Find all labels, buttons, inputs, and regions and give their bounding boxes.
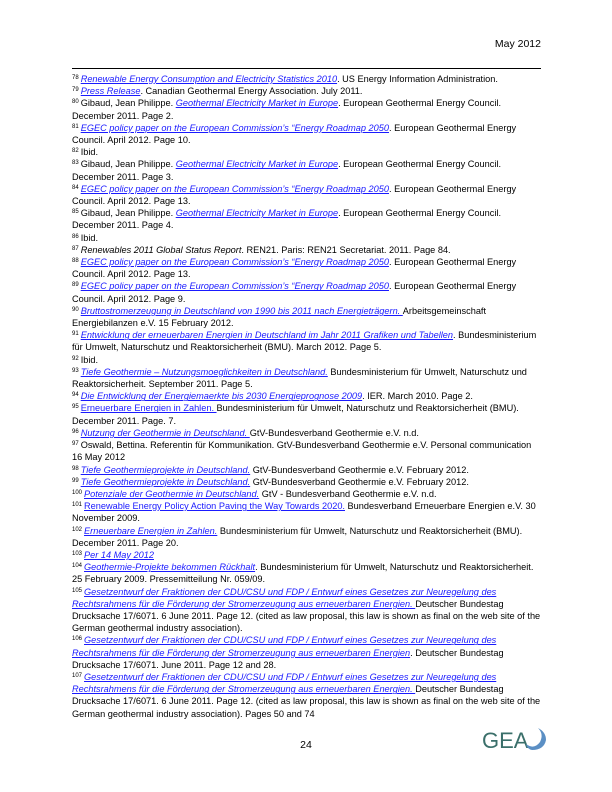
footnote-number: 90 [72, 306, 79, 313]
footnote-number: 93 [72, 367, 79, 374]
footnote-94 [72, 390, 544, 402]
footnote-text: . European Geothermal Energy Council. December 2011. Page 4. [72, 208, 501, 231]
footnote-text: GtV-Bundesverband Geothermie e.V. February 2012. [250, 476, 469, 487]
footnote-number: 88 [72, 258, 79, 265]
footnote-text: . European Geothermal Energy Council. April 2012. Page 10. [72, 122, 517, 146]
footnote-99 [72, 476, 544, 488]
footnote-text: GtV-Bundesverband Geothermie e.V. February 2012. [250, 464, 469, 475]
footnote-number: 95 [72, 404, 79, 411]
footnote-link[interactable]: Renewable Energy Consumption and Electricity Statistics 2010 [80, 74, 338, 84]
footnote-link[interactable]: Renewable Energy Policy Action Paving the Way Towards 2020. [84, 501, 345, 512]
footnote-number: 87 [72, 245, 79, 252]
footnote-number: 80 [72, 99, 79, 106]
footnote-separator [72, 68, 541, 69]
footnote-78 [72, 73, 544, 85]
footnote-97 [72, 439, 544, 463]
footnote-number: 104 [72, 563, 83, 570]
footnote-number: 100 [72, 489, 83, 496]
footnote-text: . European Geothermal Energy Council. April 2012. Page 13. [72, 257, 517, 280]
footnote-link[interactable]: Geothermal Electricity Market in Europe [175, 208, 339, 219]
footnote-91 [72, 329, 544, 353]
footnote-link[interactable]: Tiefe Geothermie – Nutzungsmoeglichkeiten in Deutschland. [80, 366, 328, 377]
footnote-link[interactable]: Gesetzentwurf der Fraktionen der CDU/CSU und FDP / Entwurf eines Gesetzes zur Neuregelung des Rechtsrahmens für die Förderung der Stromerzeugung aus erneuerbaren Energien. [72, 586, 497, 609]
footnote-105 [72, 586, 544, 635]
footnote-link[interactable]: Geothermal Electricity Market in Europe [175, 98, 339, 109]
footnote-87 [72, 244, 544, 256]
footnote-number: 82 [72, 148, 79, 155]
footnote-link[interactable]: Per 14 May 2012 [84, 549, 154, 560]
footnote-text: Arbeitsgemeinschaft Energiebilanzen e.V. 15 February 2012. [72, 305, 487, 329]
footnote-text: . Canadian Geothermal Energy Association. July 2011. [140, 86, 363, 97]
footnote-author: Gibaud, Jean Philippe. [80, 159, 176, 170]
footnote-81 [72, 122, 544, 146]
footnote-link[interactable]: Nutzung der Geothermie in Deutschland. [80, 427, 250, 438]
footnote-link[interactable]: Geothermal Electricity Market in Europe [175, 159, 339, 170]
footnote-link[interactable]: Entwicklung der erneuerbaren Energien in Deutschland im Jahr 2011 Grafiken und Tabellen [80, 330, 454, 341]
footnote-number: 106 [72, 636, 83, 643]
footnote-text: . REN21. Paris: REN21 Secretariat. 2011. Page 84. [241, 244, 451, 255]
footnote-link[interactable]: Gesetzentwurf der Fraktionen der CDU/CSU und FDP / Entwurf eines Gesetzes zur Neuregelung des Rechtsrahmens für die Förderung der Stromerzeugung aus erneuerbaren Energien [72, 635, 497, 658]
footnote-number: 92 [72, 355, 79, 362]
footnote-number: 105 [72, 587, 83, 594]
footnote-link[interactable]: Potenziale der Geothermie in Deutschland. [84, 488, 260, 499]
footnote-link[interactable]: EGEC policy paper on the European Commission’s “Energy Roadmap 2050 [80, 281, 389, 292]
footnote-link[interactable]: Tiefe Geothermieprojekte in Deutschland. [80, 464, 251, 475]
footnote-number: 107 [72, 672, 83, 679]
footnote-number: 79 [72, 87, 79, 94]
footnote-89 [72, 280, 544, 304]
footnote-text: Ibid. [80, 232, 99, 243]
footnote-number: 103 [72, 550, 83, 557]
footnote-107 [72, 671, 544, 720]
footnote-number: 94 [72, 392, 79, 399]
footnote-author: Gibaud, Jean Philippe. [80, 208, 176, 219]
footnote-92 [72, 354, 544, 366]
footnote-text: Deutscher Bundestag Drucksache 17/6071. 6 June 2011. Page 12. (cited as law proposal, this law is shown as final on the web site of the German geothermal industry association). Pages 50 and 74 [72, 684, 541, 719]
footnote-number: 86 [72, 233, 79, 240]
footnote-96 [72, 427, 544, 439]
footnote-text: Oswald, Bettina. Referentin für Kommunikation. GtV-Bundesverband Geothermie e.V. Personal communication 16 May 2012 [72, 440, 532, 463]
footnote-number: 84 [72, 184, 79, 191]
footnote-83 [72, 158, 544, 182]
gea-logo [480, 724, 548, 752]
footnote-82 [72, 146, 544, 158]
footnote-text: Bundesministerium für Umwelt, Naturschutz und Reaktorsicherheit (BMU). December 2011. Page. 7. [72, 403, 519, 426]
footnote-number: 83 [72, 160, 79, 167]
footnote-text: GtV - Bundesverband Geothermie e.V. n.d. [259, 488, 437, 499]
footnote-text: . US Energy Information Administration. [337, 74, 498, 84]
footnote-84 [72, 183, 544, 207]
footnotes-list [72, 73, 544, 720]
svg-text:GEA: GEA [482, 728, 529, 752]
footnote-number: 78 [72, 75, 79, 81]
footnote-number: 101 [72, 502, 83, 509]
footnote-number: 98 [72, 465, 79, 472]
footnote-80 [72, 97, 544, 121]
footnote-text: Bundesministerium für Umwelt, Naturschutz und Reaktorsicherheit. September 2011. Page 5. [72, 366, 527, 390]
footnote-link[interactable]: EGEC policy paper on the European Commission’s “Energy Roadmap 2050 [80, 122, 389, 133]
footnote-text: . European Geothermal Energy Council. April 2012. Page 9. [72, 281, 517, 304]
footnote-link[interactable]: Erneuerbare Energien in Zahlen. [80, 403, 217, 414]
footnote-link[interactable]: Erneuerbare Energien in Zahlen. [84, 525, 218, 536]
footnote-number: 102 [72, 526, 83, 533]
footnote-text: . European Geothermal Energy Council. December 2011. Page 2. [72, 98, 501, 121]
footnote-text: . European Geothermal Energy Council. December 2011. Page 3. [72, 159, 501, 182]
footnote-number: 85 [72, 209, 79, 216]
footnote-number: 91 [72, 331, 79, 338]
footnote-85 [72, 207, 544, 231]
page-number: 24 [300, 739, 312, 751]
footnote-text: . Bundesministerium für Umwelt, Naturschutz und Reaktorsicherheit (BMU). March 2012. Page 5. [72, 330, 537, 353]
footnote-number: 97 [72, 441, 79, 448]
footnote-text: Bundesministerium für Umwelt, Naturschutz und Reaktorsicherheit (BMU). December 2011. Page 20. [72, 525, 523, 548]
footnote-text: Ibid. [80, 147, 99, 158]
footnote-number: 81 [72, 123, 79, 130]
footnote-link[interactable]: Press Release [80, 86, 141, 97]
footnote-text: Deutscher Bundestag Drucksache 17/6071. 6 June 2011. Page 12. (cited as law proposal, this law is shown as final on the web site of the German geothermal industry association). [72, 598, 541, 634]
footnote-number: 99 [72, 477, 79, 484]
footnote-103 [72, 549, 544, 561]
footnote-link[interactable]: Die Entwicklung der Energiemaerkte bis 2030 Energieprognose 2009 [80, 391, 363, 402]
footnote-text: . Bundesministerium für Umwelt, Naturschutz und Reaktorsicherheit. 25 February 2009. Pressemitteilung Nr. 059/09. [72, 562, 534, 585]
footnote-88 [72, 256, 544, 280]
footnote-number: 89 [72, 282, 79, 289]
footnote-79 [72, 85, 544, 97]
footnote-number: 96 [72, 428, 79, 435]
footnote-106 [72, 634, 544, 671]
footnote-text: GtV-Bundesverband Geothermie e.V. n.d. [249, 427, 419, 438]
footnote-95 [72, 402, 544, 426]
footnote-text: . European Geothermal Energy Council. April 2012. Page 13. [72, 183, 517, 207]
footnote-author: Gibaud, Jean Philippe. [80, 98, 176, 109]
footnote-text: Ibid. [80, 354, 99, 365]
footnote-link[interactable]: Bruttostromerzeugung in Deutschland von 1990 bis 2011 nach Energieträgern. [80, 305, 403, 316]
footnote-link[interactable]: Gesetzentwurf der Fraktionen der CDU/CSU und FDP / Entwurf eines Gesetzes zur Neuregelung des Rechtsrahmens für die Förderung der Stromerzeugung aus erneuerbaren Energien. [72, 671, 497, 695]
footnote-link[interactable]: EGEC policy paper on the European Commission’s “Energy Roadmap 2050 [80, 183, 389, 194]
footnote-title: Renewables 2011 Global Status Report [80, 244, 242, 255]
footnote-link[interactable]: Tiefe Geothermieprojekte in Deutschland. [80, 476, 251, 487]
footnote-102 [72, 525, 544, 549]
footnote-text: Bundesverband Erneuerbare Energien e.V. 30 November 2009. [72, 501, 536, 524]
footnote-86 [72, 232, 544, 244]
footnote-93 [72, 366, 544, 390]
footnote-text: . IER. March 2010. Page 2. [362, 391, 473, 402]
footnote-100 [72, 488, 544, 500]
footnote-101 [72, 500, 544, 524]
header-date: May 2012 [494, 38, 541, 50]
footnote-104 [72, 561, 544, 585]
footnote-90 [72, 305, 544, 329]
footnote-link[interactable]: EGEC policy paper on the European Commission’s “Energy Roadmap 2050 [80, 257, 389, 268]
footnote-link[interactable]: Geothermie-Projekte bekommen Rückhalt [84, 562, 256, 573]
footnote-98 [72, 464, 544, 476]
footnote-text: . Deutscher Bundestag Drucksache 17/6071. June 2011. Page 12 and 28. [72, 647, 504, 670]
